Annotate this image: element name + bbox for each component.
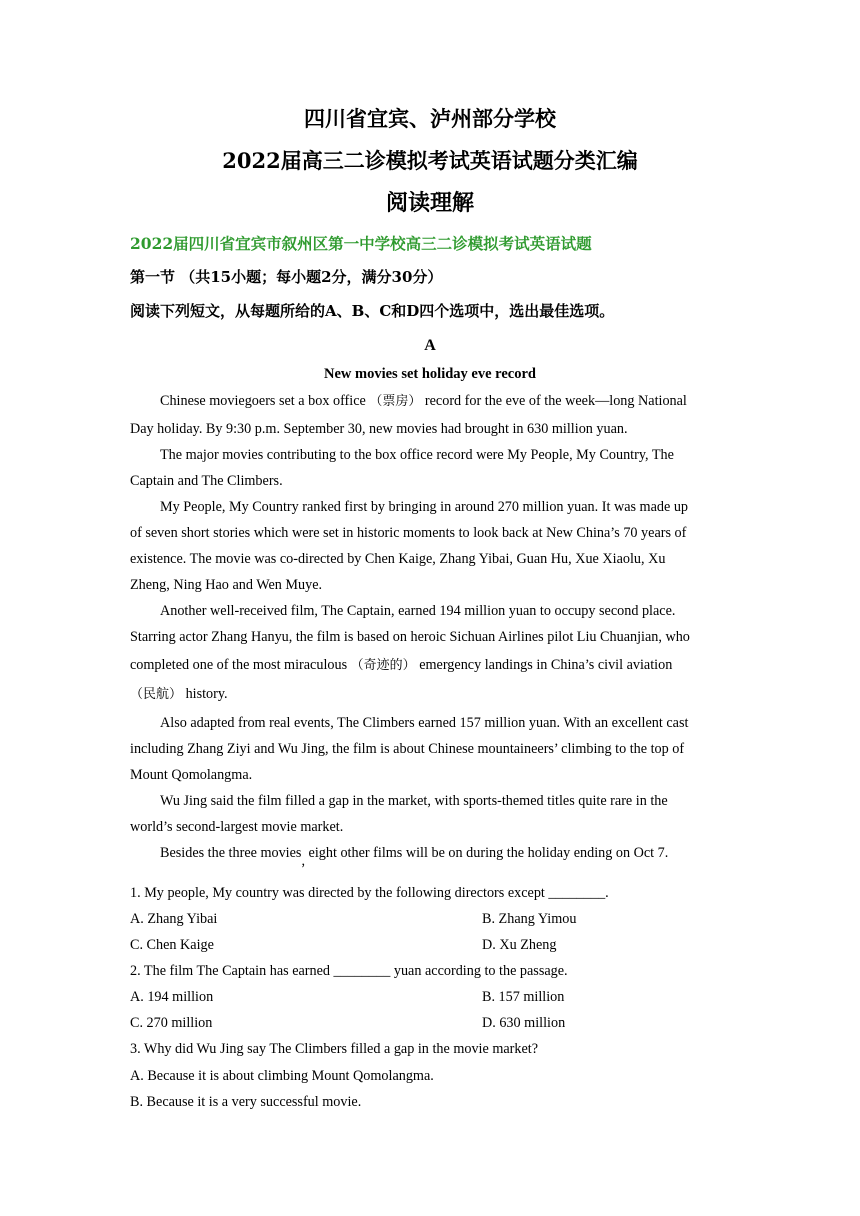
text-span: record for the eve of the week—long National bbox=[421, 393, 687, 409]
option-c: C. Chen Kaige bbox=[130, 937, 214, 953]
section-instruction: 阅读下列短文，从每题所给的A、B、C和D四个选项中，选出最佳选项。 bbox=[130, 302, 615, 320]
passage-line: Wu Jing said the film filled a gap in the market, with sports-themed titles quite rare in the bbox=[160, 793, 668, 809]
passage-letter: A bbox=[424, 337, 436, 354]
text-span: Besides the three movies bbox=[160, 845, 302, 861]
option-a: A. 194 million bbox=[130, 989, 214, 1005]
passage-line: Captain and The Climbers. bbox=[130, 473, 283, 489]
passage-line bbox=[130, 655, 672, 676]
text-span: eight other films will be on during the holiday ending on Oct 7. bbox=[305, 845, 669, 861]
passage-line: Zheng, Ning Hao and Wen Muye. bbox=[130, 577, 323, 593]
header-line-1: 四川省宜宾、泸州部分学校 bbox=[304, 106, 556, 131]
passage-line: of seven short stories which were set in historic moments to look back at New China’s 70 years of bbox=[130, 525, 687, 541]
option-b: B. Zhang Yimou bbox=[482, 911, 577, 927]
passage-line: Day holiday. By 9:30 p.m. September 30, new movies had brought in 630 million yuan. bbox=[130, 421, 628, 437]
text-span: completed one of the most miraculous bbox=[130, 657, 351, 673]
question-stem: 3. Why did Wu Jing say The Climbers filled a gap in the movie market? bbox=[130, 1041, 539, 1057]
option-a: A. Because it is about climbing Mount Qomolangma. bbox=[130, 1068, 434, 1084]
passage-line: Also adapted from real events, The Climbers earned 157 million yuan. With an excellent cast bbox=[160, 715, 689, 731]
question-stem: 1. My people, My country was directed by the following directors except ________. bbox=[130, 885, 609, 901]
option-b: B. 157 million bbox=[482, 989, 565, 1005]
text-span: history. bbox=[182, 686, 228, 702]
passage-line bbox=[160, 391, 687, 412]
header-line-2: 2022届高三二诊模拟考试英语试题分类汇编 bbox=[222, 148, 638, 173]
passage-line bbox=[160, 843, 669, 869]
option-a: A. Zhang Yibai bbox=[130, 911, 218, 927]
passage-line: The major movies contributing to the box office record were My People, My Country, The bbox=[160, 447, 674, 463]
chinese-gloss: （民航） bbox=[130, 687, 183, 702]
text-span: emergency landings in China’s civil aviation bbox=[415, 657, 673, 673]
chinese-gloss: （票房） bbox=[369, 394, 422, 409]
chinese-gloss: （奇迹的） bbox=[350, 658, 416, 673]
option-c: C. 270 million bbox=[130, 1015, 213, 1031]
passage-title: New movies set holiday eve record bbox=[324, 366, 536, 382]
text-span: Chinese moviegoers set a box office bbox=[160, 393, 370, 409]
section-label: 第一节 （共15小题；每小题2分，满分30分） bbox=[130, 268, 443, 286]
source-title: 2022届四川省宜宾市叙州区第一中学校高三二诊模拟考试英语试题 bbox=[130, 234, 592, 253]
passage-line: existence. The movie was co-directed by Chen Kaige, Zhang Yibai, Guan Hu, Xue Xiaolu, Xu bbox=[130, 551, 666, 567]
passage-line: Another well-received film, The Captain, earned 194 million yuan to occupy second place. bbox=[160, 603, 676, 619]
passage-line: Starring actor Zhang Hanyu, the film is based on heroic Sichuan Airlines pilot Liu Chuanjian, who bbox=[130, 629, 690, 645]
passage-line: Mount Qomolangma. bbox=[130, 767, 253, 783]
option-d: D. Xu Zheng bbox=[482, 937, 557, 953]
passage-line bbox=[130, 684, 228, 705]
option-b: B. Because it is a very successful movie. bbox=[130, 1094, 362, 1110]
passage-line: world’s second-largest movie market. bbox=[130, 819, 344, 835]
option-d: D. 630 million bbox=[482, 1015, 566, 1031]
question-stem: 2. The film The Captain has earned ________ yuan according to the passage. bbox=[130, 963, 568, 979]
passage-line: including Zhang Ziyi and Wu Jing, the film is about Chinese mountaineers’ climbing to the top of bbox=[130, 741, 685, 757]
comma-mark: , bbox=[301, 853, 305, 869]
passage-line: My People, My Country ranked first by bringing in around 270 million yuan. It was made up bbox=[160, 499, 689, 515]
header-line-3: 阅读理解 bbox=[385, 190, 474, 216]
